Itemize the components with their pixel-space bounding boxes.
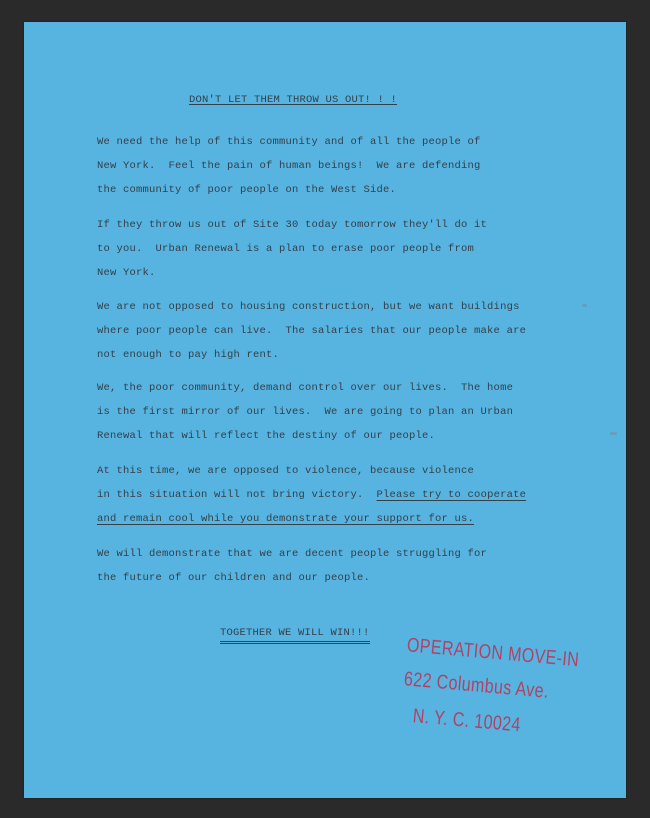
paragraph-housing <box>97 295 597 367</box>
flyer-title: DON'T LET THEM THROW US OUT! ! ! <box>189 94 398 106</box>
paragraph-site-30 <box>97 213 597 285</box>
stamp-organization: OPERATION MOVE-IN <box>406 634 581 672</box>
text-line: We, the poor community, demand control over our lives. The home <box>97 382 514 394</box>
stamp-city-zip: N. Y. C. 10024 <box>411 705 522 737</box>
stamp-address: 622 Columbus Ave. <box>403 668 550 703</box>
text-line: New York. <box>97 267 156 279</box>
text-line: not enough to pay high rent. <box>97 349 280 361</box>
underlined-text: Please try to cooperate <box>376 489 527 501</box>
paragraph-community-help <box>97 130 597 202</box>
text-segment: in this situation will not bring victory. <box>97 489 377 501</box>
text-line: If they throw us out of Site 30 today tomorrow they'll do it <box>97 219 488 231</box>
text-line: We are not opposed to housing construction, but we want buildings <box>97 301 520 313</box>
text-line: where poor people can live. The salaries that our people make are <box>97 325 527 337</box>
text-line: At this time, we are opposed to violence, because violence <box>97 465 475 477</box>
text-line: New York. Feel the pain of human beings! We are defending <box>97 160 481 172</box>
text-line: the future of our children and our people. <box>97 572 371 584</box>
rubber-stamp <box>393 634 604 781</box>
text-line: the community of poor people on the West Side. <box>97 184 397 196</box>
closing-slogan: TOGETHER WE WILL WIN!!! <box>220 626 370 644</box>
text-line: is the first mirror of our lives. We are going to plan an Urban <box>97 406 514 418</box>
paper-speck <box>582 304 587 307</box>
underlined-text-line: and remain cool while you demonstrate your support for us. <box>97 513 475 525</box>
text-line: We need the help of this community and of all the people of <box>97 136 481 148</box>
text-line: to you. Urban Renewal is a plan to erase poor people from <box>97 243 475 255</box>
paragraph-nonviolence <box>97 459 597 531</box>
paragraph-demonstrate <box>97 542 597 590</box>
paper-speck <box>610 432 617 435</box>
flyer-page <box>24 22 626 798</box>
paragraph-control <box>97 376 597 448</box>
text-line <box>97 483 597 507</box>
text-line: We will demonstrate that we are decent people struggling for <box>97 548 488 560</box>
text-line: Renewal that will reflect the destiny of our people. <box>97 430 436 442</box>
